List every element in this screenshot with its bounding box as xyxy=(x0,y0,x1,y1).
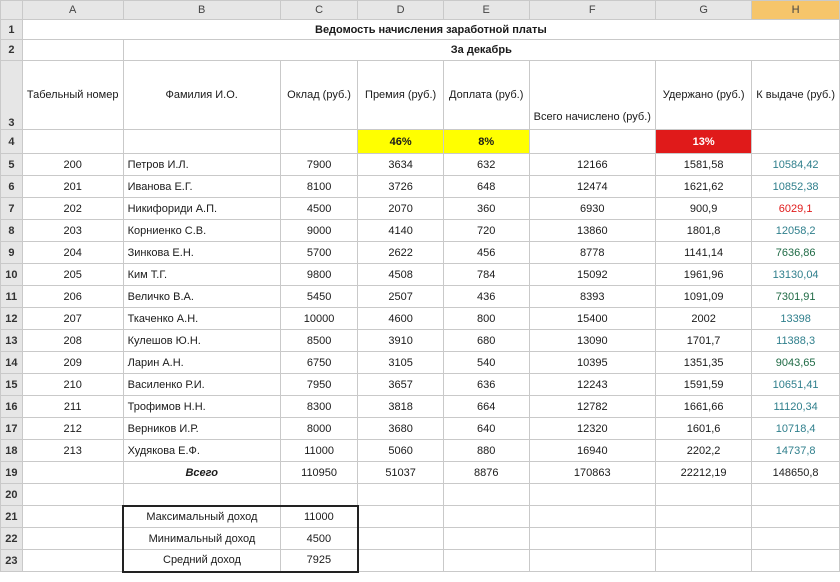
salary-cell[interactable]: 10000 xyxy=(280,308,358,330)
bonus-cell[interactable]: 3680 xyxy=(358,418,443,440)
row-header[interactable]: 12 xyxy=(1,308,23,330)
cell[interactable] xyxy=(655,528,751,550)
withheld-cell[interactable]: 1581,58 xyxy=(655,154,751,176)
row-header[interactable]: 19 xyxy=(1,462,23,484)
tab-num-cell[interactable]: 202 xyxy=(22,198,123,220)
cell[interactable] xyxy=(655,506,751,528)
bonus-cell[interactable]: 3657 xyxy=(358,374,443,396)
payout-cell[interactable]: 13398 xyxy=(752,308,840,330)
header-total[interactable]: Всего начислено (руб.) xyxy=(529,61,655,130)
total-salary-cell[interactable]: 110950 xyxy=(280,462,358,484)
total-cell[interactable]: 12243 xyxy=(529,374,655,396)
row-header[interactable]: 11 xyxy=(1,286,23,308)
header-tab-num[interactable]: Табельный номер xyxy=(22,61,123,130)
header-withheld[interactable]: Удержано (руб.) xyxy=(655,61,751,130)
cell[interactable] xyxy=(280,484,358,506)
total-withheld-cell[interactable]: 22212,19 xyxy=(655,462,751,484)
stats-value[interactable]: 11000 xyxy=(280,506,358,528)
tab-num-cell[interactable]: 204 xyxy=(22,242,123,264)
cell[interactable] xyxy=(22,462,123,484)
table-row xyxy=(1,308,840,330)
stats-row xyxy=(1,550,840,572)
payout-cell[interactable]: 13130,04 xyxy=(752,264,840,286)
cell[interactable] xyxy=(358,550,443,572)
cell[interactable] xyxy=(22,130,123,154)
withheld-rate-cell[interactable]: 13% xyxy=(655,130,751,154)
salary-cell[interactable]: 8300 xyxy=(280,396,358,418)
salary-cell[interactable]: 8100 xyxy=(280,176,358,198)
column-header-c[interactable]: C xyxy=(280,1,358,20)
sheet-subtitle[interactable]: За декабрь xyxy=(123,40,839,61)
row-header[interactable]: 13 xyxy=(1,330,23,352)
tab-num-cell[interactable]: 205 xyxy=(22,264,123,286)
tab-num-cell[interactable]: 211 xyxy=(22,396,123,418)
payout-cell[interactable]: 12058,2 xyxy=(752,220,840,242)
extra-cell[interactable]: 664 xyxy=(443,396,529,418)
cell[interactable] xyxy=(752,506,840,528)
payout-cell[interactable]: 10852,38 xyxy=(752,176,840,198)
column-header-a[interactable]: A xyxy=(22,1,123,20)
salary-cell[interactable]: 8000 xyxy=(280,418,358,440)
name-cell[interactable]: Верников И.Р. xyxy=(123,418,280,440)
payout-cell[interactable]: 10718,4 xyxy=(752,418,840,440)
tab-num-cell[interactable]: 201 xyxy=(22,176,123,198)
extra-cell[interactable]: 680 xyxy=(443,330,529,352)
extra-cell[interactable]: 880 xyxy=(443,440,529,462)
sheet-row-20 xyxy=(1,484,840,506)
bonus-cell[interactable]: 5060 xyxy=(358,440,443,462)
cell[interactable] xyxy=(752,528,840,550)
cell[interactable] xyxy=(752,550,840,572)
stats-value[interactable]: 7925 xyxy=(280,550,358,572)
total-cell[interactable]: 12782 xyxy=(529,396,655,418)
table-row xyxy=(1,264,840,286)
table-row xyxy=(1,418,840,440)
name-cell[interactable]: Ларин А.Н. xyxy=(123,352,280,374)
row-header[interactable]: 8 xyxy=(1,220,23,242)
salary-cell[interactable]: 7950 xyxy=(280,374,358,396)
row-header[interactable]: 18 xyxy=(1,440,23,462)
extra-cell[interactable]: 436 xyxy=(443,286,529,308)
sheet-row-1 xyxy=(1,20,840,40)
withheld-cell[interactable]: 900,9 xyxy=(655,198,751,220)
withheld-cell[interactable]: 2002 xyxy=(655,308,751,330)
table-row xyxy=(1,242,840,264)
table-row xyxy=(1,352,840,374)
total-cell[interactable]: 15092 xyxy=(529,264,655,286)
cell[interactable] xyxy=(529,130,655,154)
stats-label[interactable]: Средний доход xyxy=(123,550,280,572)
extra-cell[interactable]: 636 xyxy=(443,374,529,396)
bonus-cell[interactable]: 4508 xyxy=(358,264,443,286)
tab-num-cell[interactable]: 212 xyxy=(22,418,123,440)
name-cell[interactable]: Кулешов Ю.Н. xyxy=(123,330,280,352)
name-cell[interactable]: Трофимов Н.Н. xyxy=(123,396,280,418)
bonus-cell[interactable]: 4600 xyxy=(358,308,443,330)
extra-cell[interactable]: 540 xyxy=(443,352,529,374)
cell[interactable] xyxy=(22,484,123,506)
cell[interactable] xyxy=(123,484,280,506)
withheld-cell[interactable]: 1351,35 xyxy=(655,352,751,374)
withheld-cell[interactable]: 1601,6 xyxy=(655,418,751,440)
salary-cell[interactable]: 11000 xyxy=(280,440,358,462)
extra-cell[interactable]: 456 xyxy=(443,242,529,264)
total-cell[interactable]: 8778 xyxy=(529,242,655,264)
extra-rate-cell[interactable]: 8% xyxy=(443,130,529,154)
total-cell[interactable]: 13860 xyxy=(529,220,655,242)
cell[interactable] xyxy=(529,550,655,572)
cell[interactable] xyxy=(655,550,751,572)
tab-num-cell[interactable]: 209 xyxy=(22,352,123,374)
name-cell[interactable]: Худякова Е.Ф. xyxy=(123,440,280,462)
cell[interactable] xyxy=(22,40,123,61)
total-cell[interactable]: 16940 xyxy=(529,440,655,462)
row-header[interactable]: 3 xyxy=(1,61,23,130)
table-row xyxy=(1,396,840,418)
payout-cell[interactable]: 7301,91 xyxy=(752,286,840,308)
stats-row xyxy=(1,528,840,550)
salary-cell[interactable]: 9000 xyxy=(280,220,358,242)
row-header[interactable]: 2 xyxy=(1,40,23,61)
payout-cell[interactable]: 9043,65 xyxy=(752,352,840,374)
withheld-cell[interactable]: 1091,09 xyxy=(655,286,751,308)
total-cell[interactable]: 12166 xyxy=(529,154,655,176)
salary-cell[interactable]: 5450 xyxy=(280,286,358,308)
total-extra-cell[interactable]: 8876 xyxy=(443,462,529,484)
cell[interactable] xyxy=(443,506,529,528)
header-row xyxy=(1,61,840,130)
total-bonus-cell[interactable]: 51037 xyxy=(358,462,443,484)
total-cell[interactable]: 6930 xyxy=(529,198,655,220)
row-header[interactable]: 9 xyxy=(1,242,23,264)
salary-cell[interactable]: 9800 xyxy=(280,264,358,286)
cell[interactable] xyxy=(22,528,123,550)
cell[interactable] xyxy=(280,130,358,154)
total-cell[interactable]: 12474 xyxy=(529,176,655,198)
extra-cell[interactable]: 648 xyxy=(443,176,529,198)
row-header[interactable]: 17 xyxy=(1,418,23,440)
cell[interactable] xyxy=(752,484,840,506)
total-cell[interactable]: 10395 xyxy=(529,352,655,374)
bonus-cell[interactable]: 3105 xyxy=(358,352,443,374)
name-cell[interactable]: Величко В.А. xyxy=(123,286,280,308)
bonus-cell[interactable]: 2622 xyxy=(358,242,443,264)
extra-cell[interactable]: 640 xyxy=(443,418,529,440)
table-row xyxy=(1,220,840,242)
extra-cell[interactable]: 632 xyxy=(443,154,529,176)
withheld-cell[interactable]: 1621,62 xyxy=(655,176,751,198)
table-row xyxy=(1,330,840,352)
cell[interactable] xyxy=(529,506,655,528)
row-header[interactable]: 21 xyxy=(1,506,23,528)
cell[interactable] xyxy=(22,550,123,572)
withheld-cell[interactable]: 1961,96 xyxy=(655,264,751,286)
column-header-f[interactable]: F xyxy=(529,1,655,20)
extra-cell[interactable]: 800 xyxy=(443,308,529,330)
withheld-cell[interactable]: 1701,7 xyxy=(655,330,751,352)
totals-label[interactable]: Всего xyxy=(123,462,280,484)
header-salary[interactable]: Оклад (руб.) xyxy=(280,61,358,130)
table-row xyxy=(1,286,840,308)
table-row xyxy=(1,198,840,220)
bonus-cell[interactable]: 3818 xyxy=(358,396,443,418)
row-header[interactable]: 23 xyxy=(1,550,23,572)
tab-num-cell[interactable]: 200 xyxy=(22,154,123,176)
totals-row xyxy=(1,462,840,484)
bonus-cell[interactable]: 2070 xyxy=(358,198,443,220)
tab-num-cell[interactable]: 208 xyxy=(22,330,123,352)
cell[interactable] xyxy=(443,550,529,572)
column-header-h[interactable]: H xyxy=(752,1,840,20)
column-header-d[interactable]: D xyxy=(358,1,443,20)
payout-cell[interactable]: 10584,42 xyxy=(752,154,840,176)
bonus-cell[interactable]: 3634 xyxy=(358,154,443,176)
row-header[interactable]: 14 xyxy=(1,352,23,374)
name-cell[interactable]: Петров И.Л. xyxy=(123,154,280,176)
bonus-cell[interactable]: 4140 xyxy=(358,220,443,242)
row-header[interactable]: 6 xyxy=(1,176,23,198)
total-total-cell[interactable]: 170863 xyxy=(529,462,655,484)
extra-cell[interactable]: 360 xyxy=(443,198,529,220)
name-cell[interactable]: Ким Т.Г. xyxy=(123,264,280,286)
sheet-title[interactable]: Ведомость начисления заработной платы xyxy=(22,20,839,40)
cell[interactable] xyxy=(655,484,751,506)
cell[interactable] xyxy=(358,506,443,528)
withheld-cell[interactable]: 2202,2 xyxy=(655,440,751,462)
header-payout[interactable]: К выдаче (руб.) xyxy=(752,61,840,130)
header-extra[interactable]: Доплата (руб.) xyxy=(443,61,529,130)
name-cell[interactable]: Никифориди А.П. xyxy=(123,198,280,220)
salary-cell[interactable]: 4500 xyxy=(280,198,358,220)
column-header-b[interactable]: B xyxy=(123,1,280,20)
name-cell[interactable]: Василенко Р.И. xyxy=(123,374,280,396)
row-header[interactable]: 15 xyxy=(1,374,23,396)
row-header[interactable]: 16 xyxy=(1,396,23,418)
salary-cell[interactable]: 8500 xyxy=(280,330,358,352)
payout-cell[interactable]: 10651,41 xyxy=(752,374,840,396)
withheld-cell[interactable]: 1591,59 xyxy=(655,374,751,396)
row-header[interactable]: 1 xyxy=(1,20,23,40)
stats-value[interactable]: 4500 xyxy=(280,528,358,550)
name-cell[interactable]: Зинкова Е.Н. xyxy=(123,242,280,264)
tab-num-cell[interactable]: 203 xyxy=(22,220,123,242)
name-cell[interactable]: Корниенко С.В. xyxy=(123,220,280,242)
name-cell[interactable]: Ткаченко А.Н. xyxy=(123,308,280,330)
select-all-corner[interactable] xyxy=(1,1,23,20)
cell[interactable] xyxy=(22,506,123,528)
payout-cell[interactable]: 14737,8 xyxy=(752,440,840,462)
extra-cell[interactable]: 784 xyxy=(443,264,529,286)
stats-label[interactable]: Максимальный доход xyxy=(123,506,280,528)
cell[interactable] xyxy=(123,130,280,154)
row-header[interactable]: 5 xyxy=(1,154,23,176)
cell[interactable] xyxy=(529,528,655,550)
cell[interactable] xyxy=(529,484,655,506)
tab-num-cell[interactable]: 213 xyxy=(22,440,123,462)
row-header[interactable]: 10 xyxy=(1,264,23,286)
payout-cell[interactable]: 11120,34 xyxy=(752,396,840,418)
row-header[interactable]: 7 xyxy=(1,198,23,220)
payout-cell[interactable]: 7636,86 xyxy=(752,242,840,264)
row-header[interactable]: 4 xyxy=(1,130,23,154)
cell[interactable] xyxy=(443,484,529,506)
cell[interactable] xyxy=(443,528,529,550)
cell[interactable] xyxy=(358,528,443,550)
cell[interactable] xyxy=(358,484,443,506)
extra-cell[interactable]: 720 xyxy=(443,220,529,242)
total-cell[interactable]: 15400 xyxy=(529,308,655,330)
bonus-cell[interactable]: 3726 xyxy=(358,176,443,198)
column-header-e[interactable]: E xyxy=(443,1,529,20)
stats-label[interactable]: Минимальный доход xyxy=(123,528,280,550)
total-cell[interactable]: 12320 xyxy=(529,418,655,440)
bonus-rate-cell[interactable]: 46% xyxy=(358,130,443,154)
total-cell[interactable]: 8393 xyxy=(529,286,655,308)
row-header[interactable]: 22 xyxy=(1,528,23,550)
salary-cell[interactable]: 6750 xyxy=(280,352,358,374)
bonus-cell[interactable]: 2507 xyxy=(358,286,443,308)
sheet-row-2 xyxy=(1,40,840,61)
cell[interactable] xyxy=(752,130,840,154)
name-cell[interactable]: Иванова Е.Г. xyxy=(123,176,280,198)
table-row xyxy=(1,154,840,176)
withheld-cell[interactable]: 1141,14 xyxy=(655,242,751,264)
bonus-cell[interactable]: 3910 xyxy=(358,330,443,352)
tab-num-cell[interactable]: 210 xyxy=(22,374,123,396)
rate-row xyxy=(1,130,840,154)
withheld-cell[interactable]: 1661,66 xyxy=(655,396,751,418)
salary-cell[interactable]: 5700 xyxy=(280,242,358,264)
salary-cell[interactable]: 7900 xyxy=(280,154,358,176)
total-cell[interactable]: 13090 xyxy=(529,330,655,352)
stats-row xyxy=(1,506,840,528)
table-row xyxy=(1,440,840,462)
header-bonus[interactable]: Премия (руб.) xyxy=(358,61,443,130)
withheld-cell[interactable]: 1801,8 xyxy=(655,220,751,242)
payout-cell[interactable]: 11388,3 xyxy=(752,330,840,352)
tab-num-cell[interactable]: 207 xyxy=(22,308,123,330)
total-payout-cell[interactable]: 148650,8 xyxy=(752,462,840,484)
header-name[interactable]: Фамилия И.О. xyxy=(123,61,280,130)
column-header-g[interactable]: G xyxy=(655,1,751,20)
payout-cell[interactable]: 6029,1 xyxy=(752,198,840,220)
table-row xyxy=(1,176,840,198)
tab-num-cell[interactable]: 206 xyxy=(22,286,123,308)
row-header[interactable]: 20 xyxy=(1,484,23,506)
table-row xyxy=(1,374,840,396)
column-header-row xyxy=(1,1,840,20)
